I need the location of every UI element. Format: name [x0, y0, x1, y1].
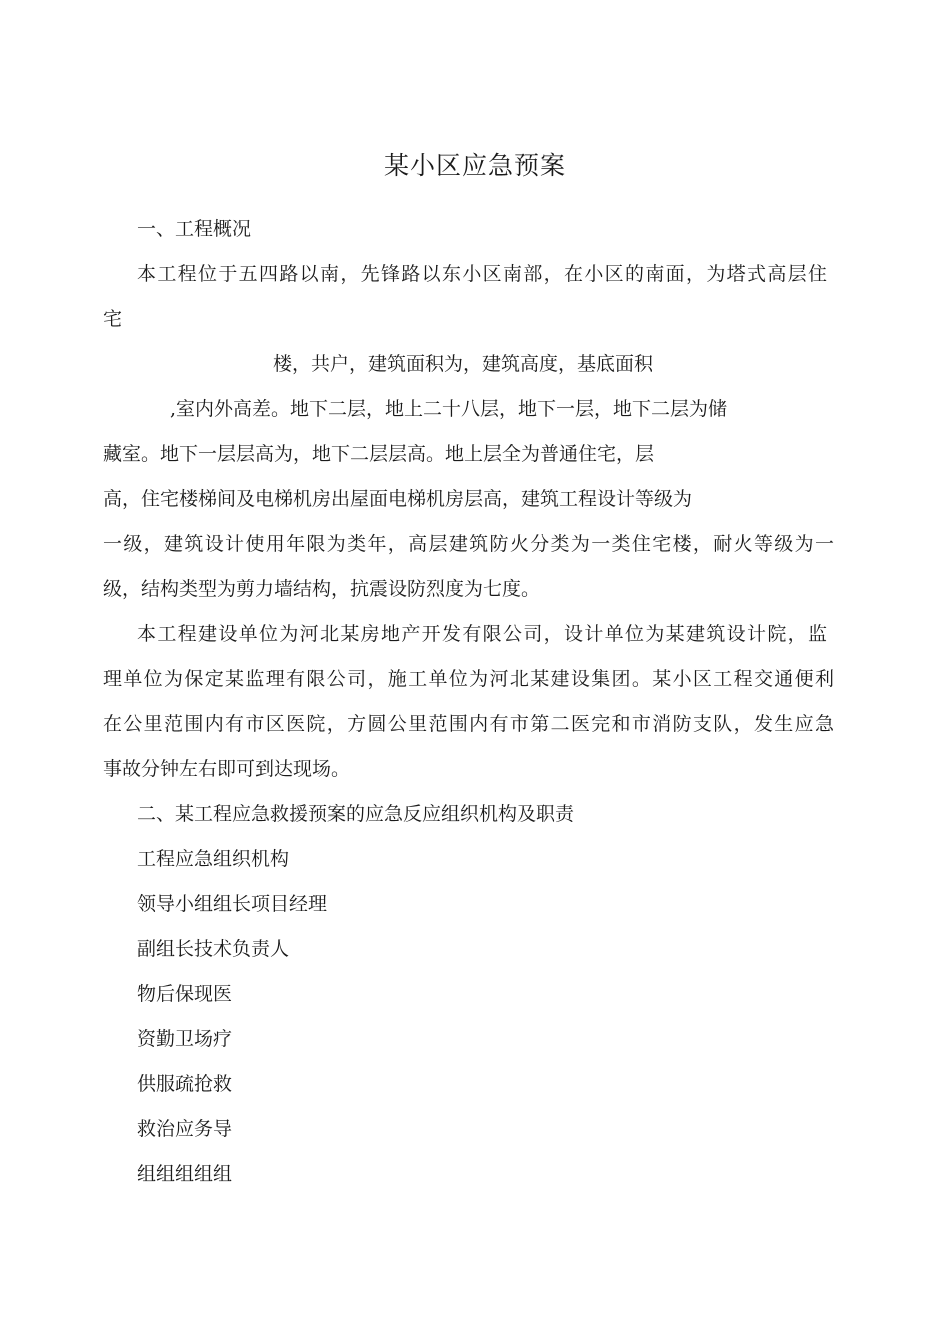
paragraph-line: 理单位为保定某监理有限公司，施工单位为河北某建设集团。某小区工程交通便利 [103, 668, 834, 690]
paragraph-line: 高，住宅楼梯间及电梯机房出屋面电梯机房层高，建筑工程设计等级为 [103, 488, 693, 510]
list-item: 组组组组组 [137, 1163, 233, 1185]
paragraph-line: 事故分钟左右即可到达现场。 [103, 758, 351, 780]
list-item: 资勤卫场疗 [137, 1028, 233, 1050]
paragraph-line: 一级，建筑设计使用年限为类年，高层建筑防火分类为一类住宅楼，耐火等级为一 [103, 533, 834, 555]
paragraph-line: 级，结构类型为剪力墙结构，抗震设防烈度为七度。 [103, 578, 541, 600]
paragraph-line: 藏室。地下一层层高为，地下二层层高。地上层全为普通住宅，层 [103, 443, 655, 465]
paragraph-line: 楼，共户，建筑面积为，建筑高度，基底面积 [273, 353, 654, 375]
list-item: 物后保现医 [137, 983, 233, 1005]
list-item: 供服疏抢救 [137, 1073, 233, 1095]
list-item: 领导小组组长项目经理 [137, 893, 328, 915]
section-heading-organization: 二、某工程应急救援预案的应急反应组织机构及职责 [137, 803, 575, 825]
list-item: 副组长技术负责人 [137, 938, 290, 960]
paragraph-line: 本工程位于五四路以南，先锋路以东小区南部，在小区的南面，为塔式高层住 [137, 263, 827, 285]
section-heading-overview: 一、工程概况 [137, 218, 252, 240]
paragraph-line: ,室内外高差。地下二层，地上二十八层，地下一层，地下二层为储 [170, 398, 728, 420]
list-item: 工程应急组织机构 [137, 848, 290, 870]
list-item: 救治应务导 [137, 1118, 233, 1140]
paragraph-line: 宅 [103, 308, 123, 330]
paragraph-line: 本工程建设单位为河北某房地产开发有限公司，设计单位为某建筑设计院，监 [137, 623, 827, 645]
paragraph-line: 在公里范围内有市区医院，方圆公里范围内有市第二医完和市消防支队，发生应急 [103, 713, 834, 735]
document-title: 某小区应急预案 [383, 151, 566, 180]
